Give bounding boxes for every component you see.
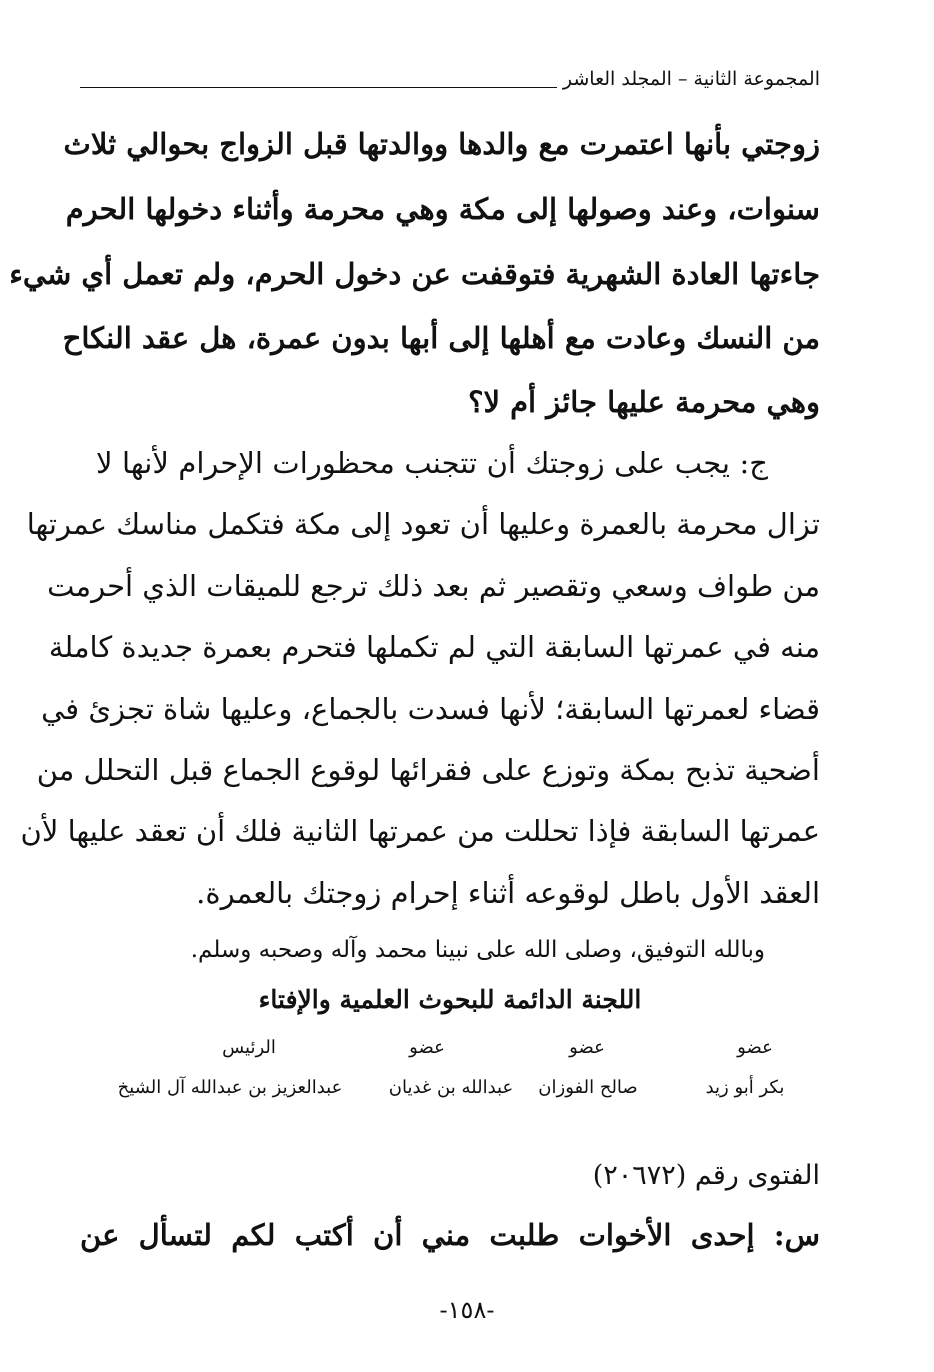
question-line: سنوات، وعند وصولها إلى مكة وهي محرمة وأثناء دخولها الحرم bbox=[65, 192, 820, 226]
page-number: -١٥٨- bbox=[439, 1296, 495, 1324]
signatory-name: عبدالله بن غديان bbox=[388, 1077, 514, 1098]
answer-line: أضحية تذبح بمكة وتوزع على فقرائها لوقوع الجماع قبل التحلل من bbox=[36, 753, 820, 787]
signatory-role: عضو bbox=[737, 1037, 773, 1058]
running-title: المجموعة الثانية – المجلد العاشر bbox=[557, 64, 820, 94]
question-line: من النسك وعادت مع أهلها إلى أبها بدون عمرة، هل عقد النكاح bbox=[62, 321, 820, 355]
answer-line: العقد الأول باطل لوقوعه أثناء إحرام زوجتك بالعمرة. bbox=[196, 876, 820, 910]
question-line: جاءتها العادة الشهرية فتوقفت عن دخول الحرم، ولم تعمل أي شيء bbox=[9, 257, 820, 291]
signatory-role: عضو bbox=[569, 1037, 605, 1058]
signatory-role: الرئيس bbox=[222, 1037, 276, 1058]
question-line: زوجتي بأنها اعتمرت مع والدها ووالدتها قبل الزواج بحوالي ثلاث bbox=[63, 127, 820, 161]
fatwa-number: الفتوى رقم (٢٠٦٧٢) bbox=[592, 1160, 820, 1191]
question-line: وهي محرمة عليها جائز أم لا؟ bbox=[468, 385, 820, 419]
answer-line: منه في عمرتها السابقة التي لم تكملها فتحرم بعمرة جديدة كاملة bbox=[48, 630, 820, 664]
next-question: س: إحدى الأخوات طلبت مني أن أكتب لكم لتسأل عن bbox=[80, 1218, 820, 1252]
signatory-name: صالح الفوزان bbox=[538, 1077, 638, 1098]
running-header bbox=[80, 64, 820, 94]
committee-name: اللجنة الدائمة للبحوث العلمية والإفتاء bbox=[258, 985, 642, 1014]
signatory-role: عضو bbox=[409, 1037, 445, 1058]
answer-line: ج: يجب على زوجتك أن تتجنب محظورات الإحرام لأنها لا bbox=[96, 446, 768, 480]
signatory-name: بكر أبو زيد bbox=[705, 1077, 785, 1098]
answer-line: قضاء لعمرتها السابقة؛ لأنها فسدت بالجماع، وعليها شاة تجزئ في bbox=[41, 692, 820, 726]
answer-line: من طواف وسعي وتقصير ثم بعد ذلك ترجع للميقات الذي أحرمت bbox=[47, 569, 820, 603]
answer-line: تزال محرمة بالعمرة وعليها أن تعود إلى مكة فتكمل مناسك عمرتها bbox=[26, 507, 820, 541]
closing-formula: وبالله التوفيق، وصلى الله على نبينا محمد وآله وصحبه وسلم. bbox=[190, 937, 765, 963]
signatory-name: عبدالعزيز بن عبدالله آل الشيخ bbox=[117, 1077, 343, 1098]
answer-line: عمرتها السابقة فإذا تحللت من عمرتها الثانية فلك أن تعقد عليها لأن bbox=[20, 814, 820, 848]
